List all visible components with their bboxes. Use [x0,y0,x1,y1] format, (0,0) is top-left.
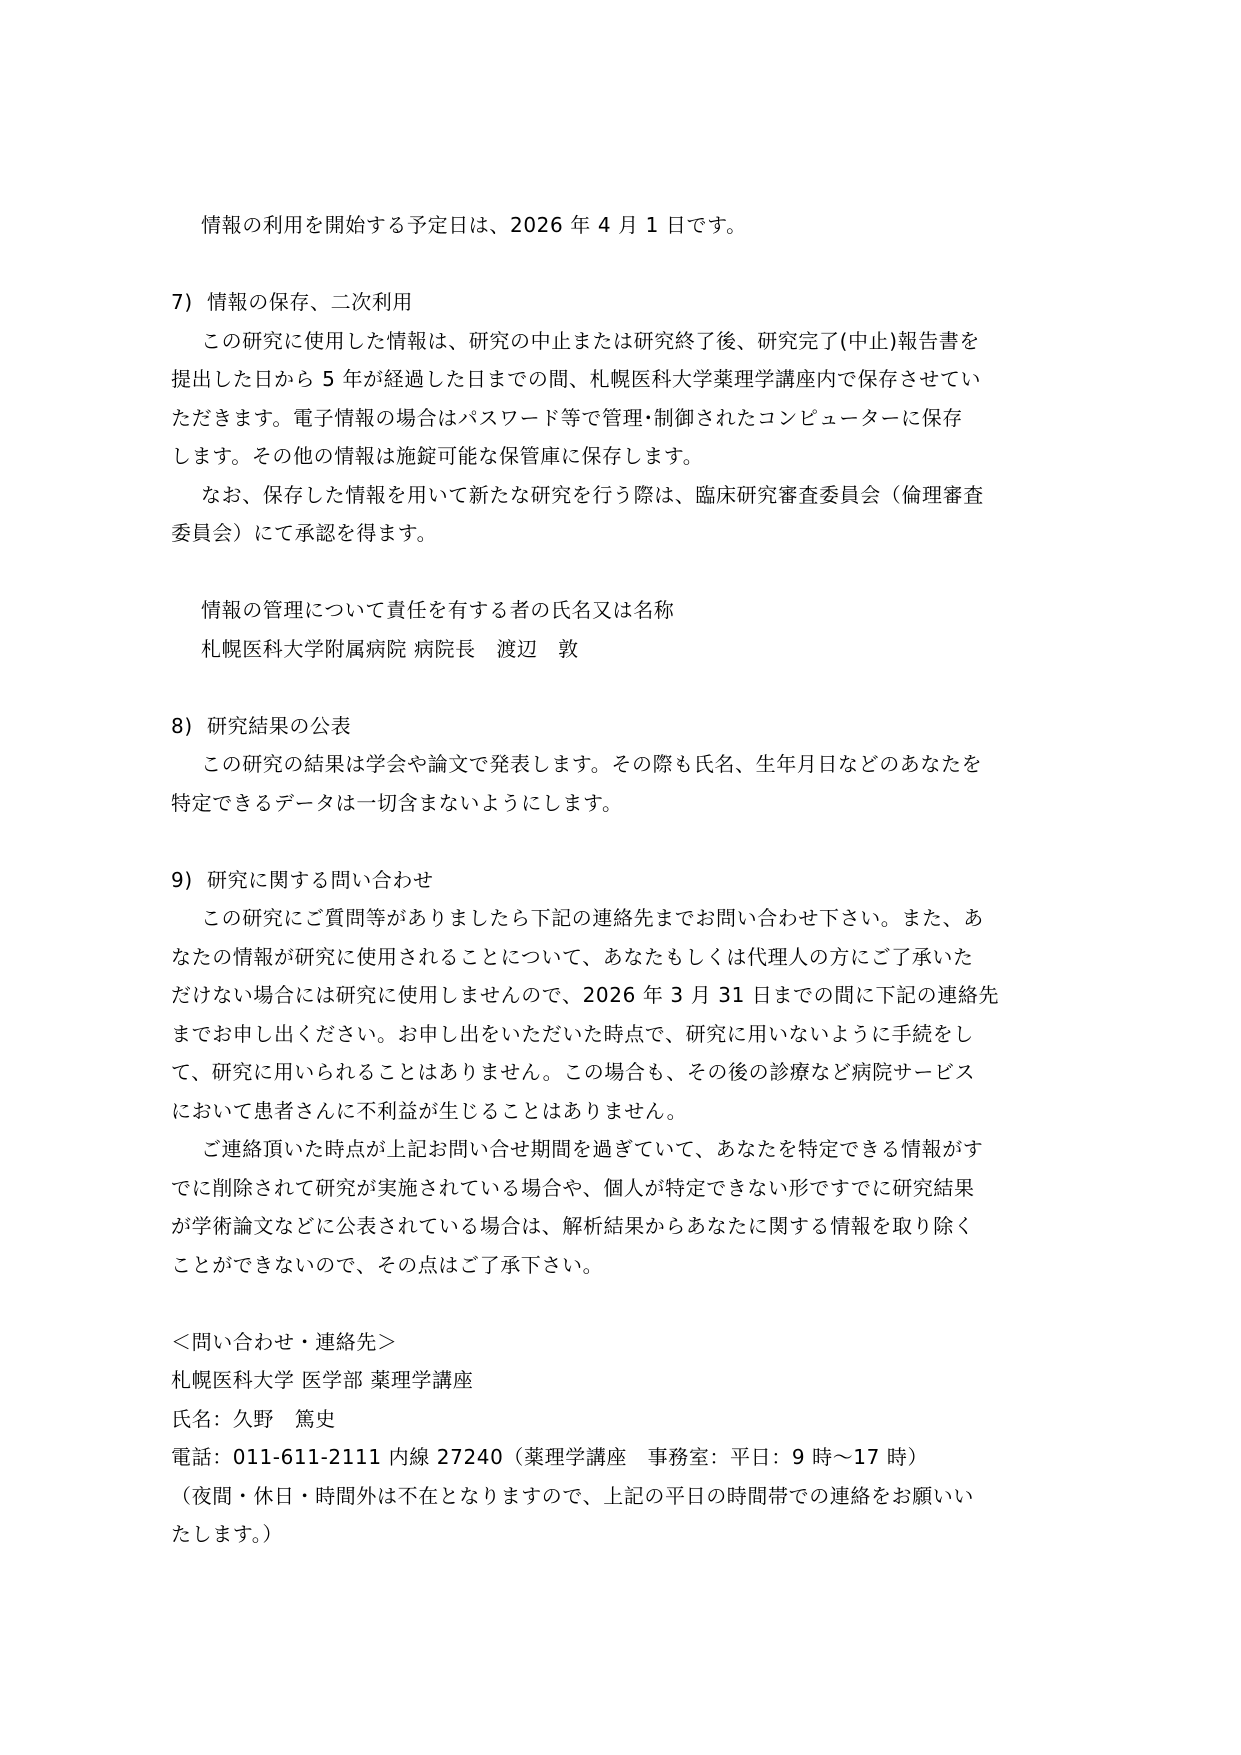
section-7-title: 情報の保存、二次利用 [207,290,413,314]
paragraph-line: なたの情報が研究に使用されることについて、あなたもしくは代理人の方にご了承いた [171,944,974,969]
spacer [171,553,1071,592]
manager-name: 札幌医科大学附属病院 病院長 渡辺 敦 [201,636,579,661]
document-page [171,206,1071,1554]
contact-name: 氏名：久野 篤史 [171,1406,336,1431]
spacer [171,668,1071,707]
paragraph-line: でに削除されて研究が実施されている場合や、個人が特定できない形ですでに研究結果 [171,1175,975,1200]
paragraph-line: します。その他の情報は施錠可能な保管庫に保存します。 [171,444,704,468]
section-8-title: 研究結果の公表 [207,713,352,738]
paragraph-line: 委員会）にて承認を得ます。 [171,521,438,545]
paragraph-line: この研究に使用した情報は、研究の中止または研究終了後、研究完了(中止)報告書を [201,328,981,353]
contact-heading: ＜問い合わせ・連絡先＞ [171,1329,398,1354]
spacer [171,822,1071,861]
start-date-text: 情報の利用を開始する予定日は、2026 年 4 月 1 日です。 [201,213,747,237]
contact-department: 札幌医科大学 医学部 薬理学講座 [171,1368,474,1392]
paragraph-line: だけない場合には研究に使用しませんので、2026 年 3 月 31 日までの間に下記の連絡先 [171,983,1000,1007]
paragraph-line: て、研究に用いられることはありません。この場合も、その後の診療など病院サービス [171,1060,976,1084]
contact-note-line: たします。） [171,1522,283,1546]
section-9-number: 9) [171,867,193,892]
paragraph-line: において患者さんに不利益が生じることはありません。 [171,1098,688,1123]
contact-phone: 電話：011-611-2111 内線 27240（薬理学講座 事務室：平日：9 時～17 時） [171,1445,929,1469]
section-9-heading [171,861,1071,900]
paragraph-line: この研究にご質問等がありましたら下記の連絡先までお問い合わせ下さい。また、あ [201,906,984,930]
paragraph-line: ただきます。電子情報の場合はパスワード等で管理･制御されたコンピューターに保存 [171,405,963,430]
paragraph-line: ことができないので、その点はご了承下さい。 [171,1252,604,1277]
section-7-heading [171,283,1071,322]
paragraph-line: この研究の結果は学会や論文で発表します。その際も氏名、生年月日などのあなたを [201,752,983,776]
section-9-title: 研究に関する問い合わせ [207,867,434,892]
paragraph-line: 提出した日から 5 年が経過した日までの間、札幌医科大学薬理学講座内で保存させてい [171,367,982,391]
section-8-number: 8) [171,713,193,738]
spacer [171,245,1071,284]
manager-label: 情報の管理について責任を有する者の氏名又は名称 [201,598,675,622]
contact-note-line: （夜間・休日・時間外は不在となりますので、上記の平日の時間帯での連絡をお願いい [171,1483,974,1508]
paragraph-line: までお申し出ください。お申し出をいただいた時点で、研究に用いないように手続をし [171,1021,974,1046]
paragraph-line: 特定できるデータは一切含まないようにします。 [171,790,623,815]
paragraph-line: なお、保存した情報を用いて新たな研究を行う際は、臨床研究審査委員会（倫理審査 [201,482,984,507]
section-8-heading [171,707,1071,746]
paragraph-line: が学術論文などに公表されている場合は、解析結果からあなたに関する情報を取り除く [171,1214,975,1238]
section-7-number: 7) [171,290,193,314]
spacer [171,1284,1071,1323]
paragraph-line: ご連絡頂いた時点が上記お問い合せ期間を過ぎていて、あなたを特定できる情報がす [201,1137,984,1161]
